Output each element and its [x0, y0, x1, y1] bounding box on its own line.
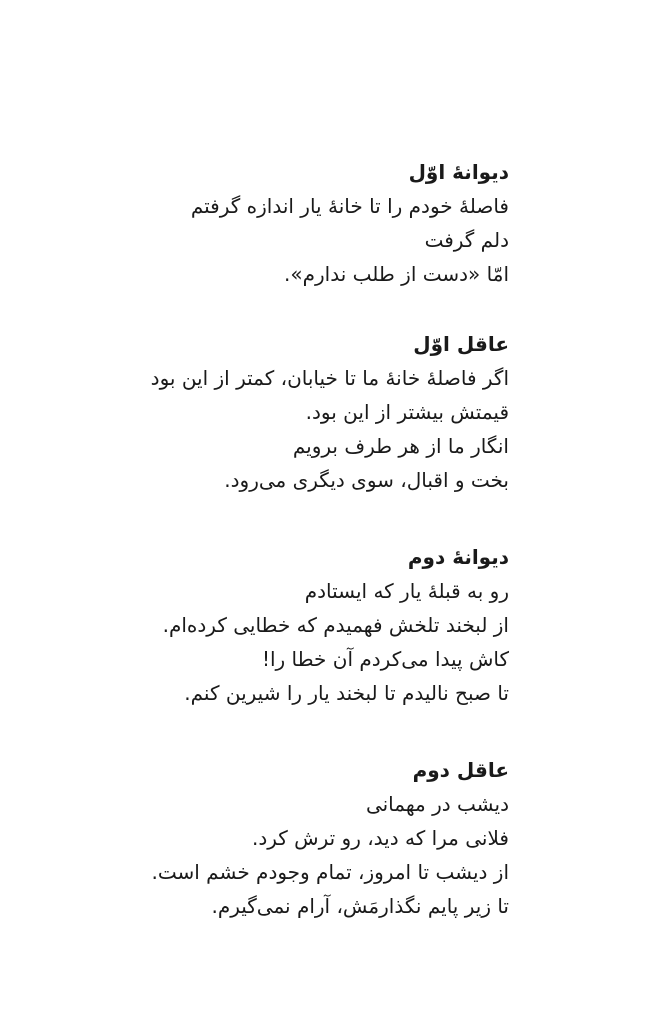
stanza-title: دیوانهٔ اوّل [408, 160, 509, 184]
stanza-line: انگار ما از هر طرف برویم [292, 434, 509, 458]
stanza-line: دلم گرفت [424, 228, 509, 252]
stanza-line: امّا «دست از طلب ندارم». [284, 262, 509, 286]
stanza-line: قیمتش بیشتر از این بود. [305, 400, 509, 424]
stanza-line: از دیشب تا امروز، تمام وجودم خشم است. [151, 860, 509, 884]
stanza-line: دیشب در مهمانی [365, 792, 509, 816]
stanza-line: فلانی مرا که دید، رو ترش کرد. [251, 826, 509, 850]
stanza-line: رو به قبلهٔ یار که ایستادم [304, 579, 509, 603]
stanza-first-wise [29, 327, 509, 497]
stanza-title: عاقل اوّل [413, 332, 509, 356]
stanza-line: کاش پیدا می‌کردم آن خطا را! [261, 647, 509, 671]
stanza-title: دیوانهٔ دوم [407, 545, 509, 569]
stanza-line: اگر فاصلهٔ خانهٔ ما تا خیابان، کمتر از این بود [150, 366, 509, 390]
stanza-first-madman [29, 155, 509, 291]
stanza-line: از لبخند تلخش فهمیدم که خطایی کرده‌ام. [162, 613, 509, 637]
stanza-second-wise [29, 753, 509, 923]
stanza-second-madman [29, 540, 509, 710]
stanza-line: تا زیر پایم نگذارمَش، آرام نمی‌گیرم. [211, 894, 509, 918]
stanza-line: تا صبح نالیدم تا لبخند یار را شیرین کنم. [184, 681, 509, 705]
stanza-title: عاقل دوم [412, 758, 509, 782]
stanza-line: بخت و اقبال، سوی دیگری می‌رود. [224, 468, 509, 492]
stanza-line: فاصلهٔ خودم را تا خانهٔ یار اندازه گرفتم [190, 194, 509, 218]
